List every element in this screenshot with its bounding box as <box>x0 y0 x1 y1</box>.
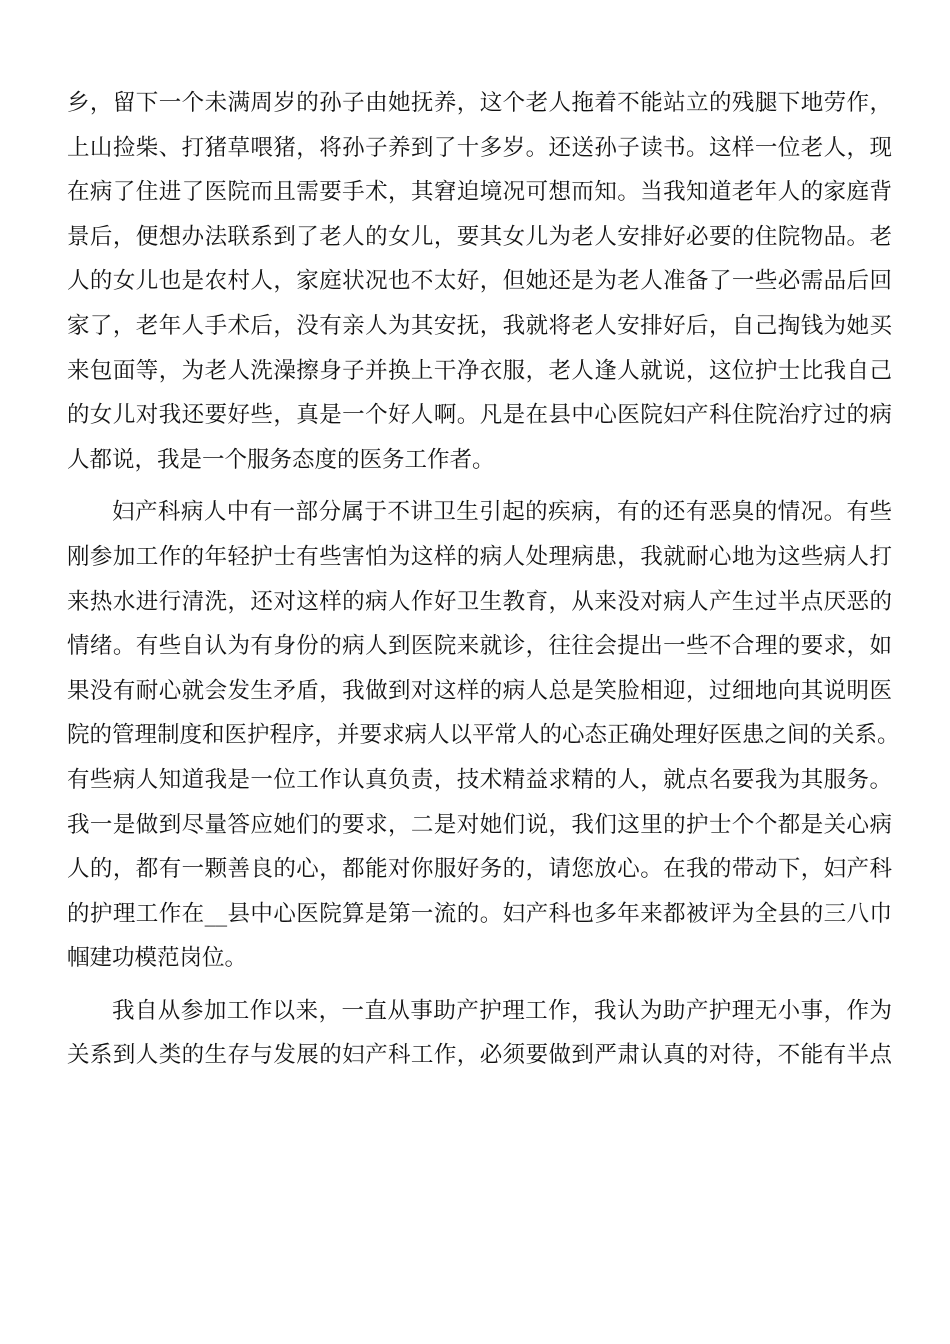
text-line: 有些病人知道我是一位工作认真负责，技术精益求精的人，就点名要我为其服务。 <box>67 766 892 793</box>
paragraph-1 <box>67 81 892 482</box>
text-line: 妇产科病人中有一部分属于不讲卫生引起的疾病，有的还有恶臭的情况。有些 <box>112 499 892 526</box>
text-line: 的护理工作在__县中心医院算是第一流的。妇产科也多年来都被评为全县的三八巾 <box>67 900 892 927</box>
text-line: 人的，都有一颗善良的心，都能对你服好务的，请您放心。在我的带动下，妇产科 <box>67 856 892 883</box>
text-line: 情绪。有些自认为有身份的病人到医院来就诊，往往会提出一些不合理的要求，如 <box>67 633 892 660</box>
text-line: 人都说，我是一个服务态度的医务工作者。 <box>67 446 495 473</box>
text-line: 乡，留下一个未满周岁的孙子由她抚养，这个老人拖着不能站立的残腿下地劳作， <box>67 90 892 116</box>
text-line: 上山捡柴、打猪草喂猪，将孙子养到了十多岁。还送孙子读书。这样一位老人，现 <box>67 134 892 161</box>
text-line: 来包面等，为老人洗澡擦身子并换上干净衣服，老人逢人就说，这位护士比我自己 <box>67 357 892 384</box>
text-line: 我一是做到尽量答应她们的要求，二是对她们说，我们这里的护士个个都是关心病 <box>67 811 892 838</box>
text-line: 来热水进行清洗，还对这样的病人作好卫生教育，从来没对病人产生过半点厌恶的 <box>67 588 892 615</box>
paragraph-3 <box>67 989 892 1078</box>
text-line: 的女儿对我还要好些，真是一个好人啊。凡是在县中心医院妇产科住院治疗过的病 <box>67 402 892 429</box>
text-line: 我自从参加工作以来，一直从事助产护理工作，我认为助产护理无小事，作为 <box>112 997 892 1024</box>
text-line: 家了，老年人手术后，没有亲人为其安抚，我就将老人安排好后，自己掏钱为她买 <box>67 312 892 339</box>
text-line: 果没有耐心就会发生矛盾，我做到对这样的病人总是笑脸相迎，过细地向其说明医 <box>67 677 892 704</box>
document-body <box>67 81 900 1086</box>
text-line: 院的管理制度和医护程序，并要求病人以平常人的心态正确处理好医患之间的关系。 <box>67 722 900 749</box>
paragraph-2 <box>67 490 900 981</box>
text-line: 帼建功模范岗位。 <box>67 945 248 972</box>
text-line: 关系到人类的生存与发展的妇产科工作，必须要做到严肃认真的对待，不能有半点 <box>67 1042 892 1069</box>
text-line: 人的女儿也是农村人，家庭状况也不太好，但她还是为老人准备了一些必需品后回 <box>67 268 892 295</box>
text-line: 在病了住进了医院而且需要手术，其窘迫境况可想而知。当我知道老年人的家庭背 <box>67 179 892 206</box>
text-line: 刚参加工作的年轻护士有些害怕为这样的病人处理病患，我就耐心地为这些病人打 <box>67 543 892 570</box>
text-line: 景后，便想办法联系到了老人的女儿，要其女儿为老人安排好必要的住院物品。老 <box>67 223 892 250</box>
